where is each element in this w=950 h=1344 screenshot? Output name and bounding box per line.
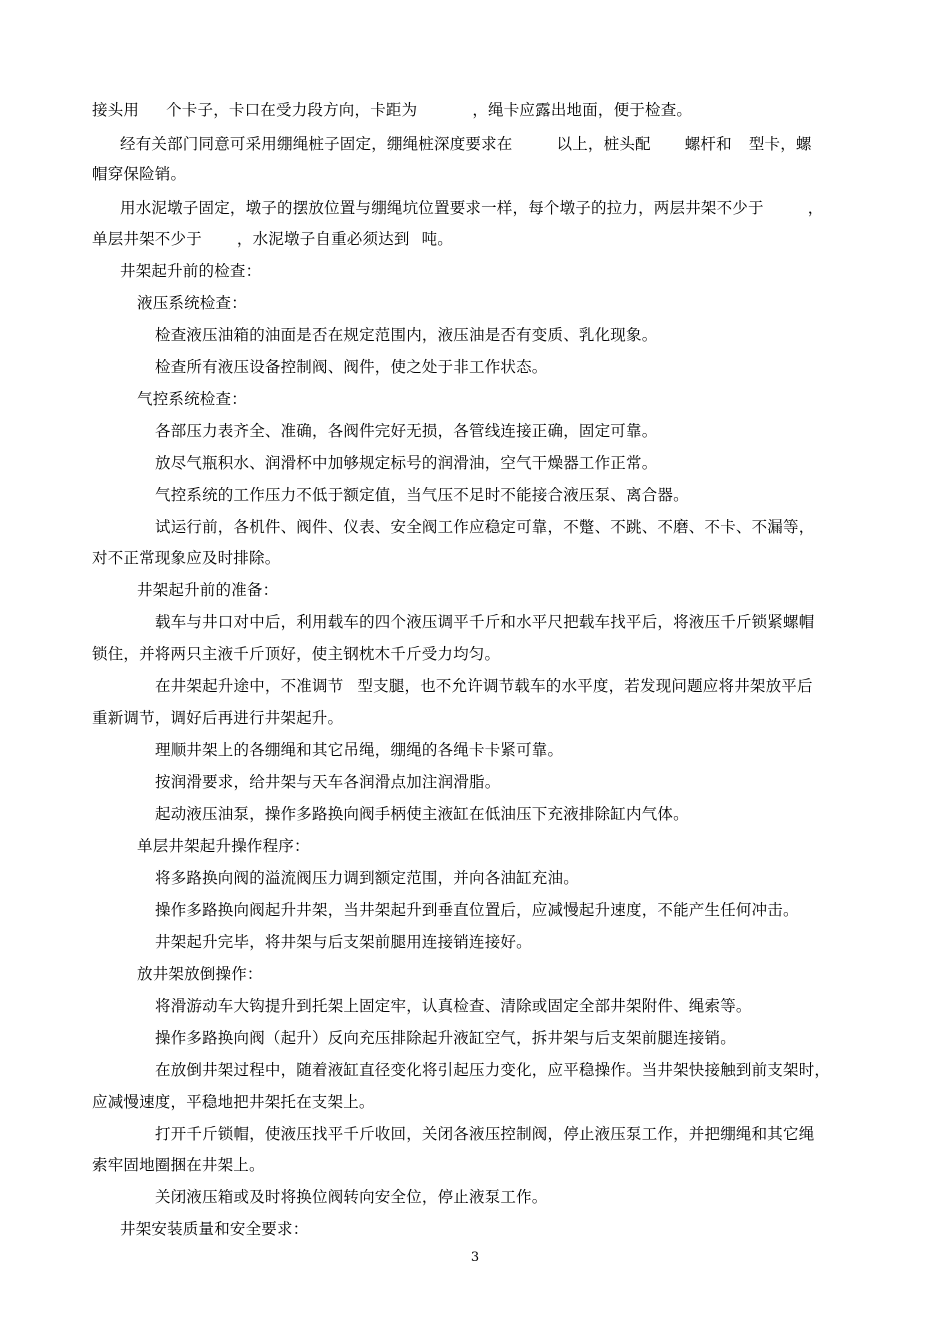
text-line: 对不正常现象应及时排除。 — [92, 549, 281, 567]
text-line: 井架起升完毕，将井架与后支架前腿用连接销连接好。 — [155, 933, 532, 951]
text-line: 各部压力表齐全、准确，各阀件完好无损，各管线连接正确，固定可靠。 — [155, 422, 658, 440]
text-line: 打开千斤锁帽，使液压找平千斤收回，关闭各液压控制阀，停止液压泵工作，并把绷绳和其它绳 — [155, 1125, 815, 1143]
subsection-heading: 液压系统检查： — [137, 294, 247, 312]
text-line: 重新调节，调好后再进行井架起升。 — [92, 709, 344, 727]
text-line: 单层井架不少于 ，水泥墩子自重必须达到 吨。 — [92, 230, 454, 248]
text-line: 操作多路换向阀起升井架，当井架起升到垂直位置后，应减慢起升速度，不能产生任何冲击。 — [155, 901, 799, 919]
text-line: 理顺井架上的各绷绳和其它吊绳，绷绳的各绳卡卡紧可靠。 — [155, 741, 564, 759]
text-line: 锁住，并将两只主液千斤顶好，使主钢枕木千斤受力均匀。 — [92, 645, 501, 663]
text-line: 放尽气瓶积水、润滑杯中加够规定标号的润滑油，空气干燥器工作正常。 — [155, 454, 658, 472]
text-line: 检查液压油箱的油面是否在规定范围内，液压油是否有变质、乳化现象。 — [155, 326, 658, 344]
subsection-heading: 放井架放倒操作： — [137, 965, 263, 983]
text-line: 按润滑要求，给井架与天车各润滑点加注润滑脂。 — [155, 773, 501, 791]
text-line: 索牢固地圈捆在井架上。 — [92, 1156, 265, 1174]
text-line: 将滑游动车大钩提升到托架上固定牢，认真检查、清除或固定全部井架附件、绳索等。 — [155, 997, 752, 1015]
text-line: 检查所有液压设备控制阀、阀件，使之处于非工作状态。 — [155, 358, 548, 376]
section-heading: 井架起升前的检查： — [120, 262, 262, 280]
page-number: 3 — [470, 1250, 480, 1265]
text-line: 应减慢速度，平稳地把井架托在支架上。 — [92, 1093, 375, 1111]
section-heading: 井架安装质量和安全要求： — [120, 1220, 309, 1238]
text-line: 试运行前，各机件、阀件、仪表、安全阀工作应稳定可靠，不蹩、不跳、不磨、不卡、不漏等， — [155, 518, 815, 536]
subsection-heading: 气控系统检查： — [137, 390, 247, 408]
subsection-heading: 单层井架起升操作程序： — [137, 837, 310, 855]
text-line: 起动液压油泵，操作多路换向阀手柄使主液缸在低油压下充液排除缸内气体。 — [155, 805, 689, 823]
text-line: 用水泥墩子固定，墩子的摆放位置与绷绳坑位置要求一样，每个墩子的拉力，两层井架不少于 ， — [120, 199, 824, 217]
text-line: 在放倒井架过程中，随着液缸直径变化将引起压力变化，应平稳操作。当井架快接触到前支架时， — [155, 1061, 831, 1079]
text-line: 帽穿保险销。 — [92, 165, 187, 183]
text-line: 接头用 个卡子，卡口在受力段方向，卡距为 ，绳卡应露出地面，便于检查。 — [92, 101, 693, 119]
text-line: 操作多路换向阀（起升）反向充压排除起升液缸空气，拆井架与后支架前腿连接销。 — [155, 1029, 736, 1047]
text-line: 经有关部门同意可采用绷绳桩子固定，绷绳桩深度要求在 以上，桩头配 螺杆和 型卡，螺 — [120, 135, 812, 153]
text-line: 关闭液压箱或及时将换位阀转向安全位，停止液泵工作。 — [155, 1188, 548, 1206]
text-line: 在井架起升途中，不准调节 型支腿，也不允许调节载车的水平度，若发现问题应将井架放平后 — [155, 677, 813, 695]
subsection-heading: 井架起升前的准备： — [137, 581, 279, 599]
text-line: 载车与井口对中后，利用载车的四个液压调平千斤和水平尺把载车找平后，将液压千斤锁紧螺帽 — [155, 613, 815, 631]
text-line: 将多路换向阀的溢流阀压力调到额定范围，并向各油缸充油。 — [155, 869, 579, 887]
text-line: 气控系统的工作压力不低于额定值，当气压不足时不能接合液压泵、离合器。 — [155, 486, 689, 504]
